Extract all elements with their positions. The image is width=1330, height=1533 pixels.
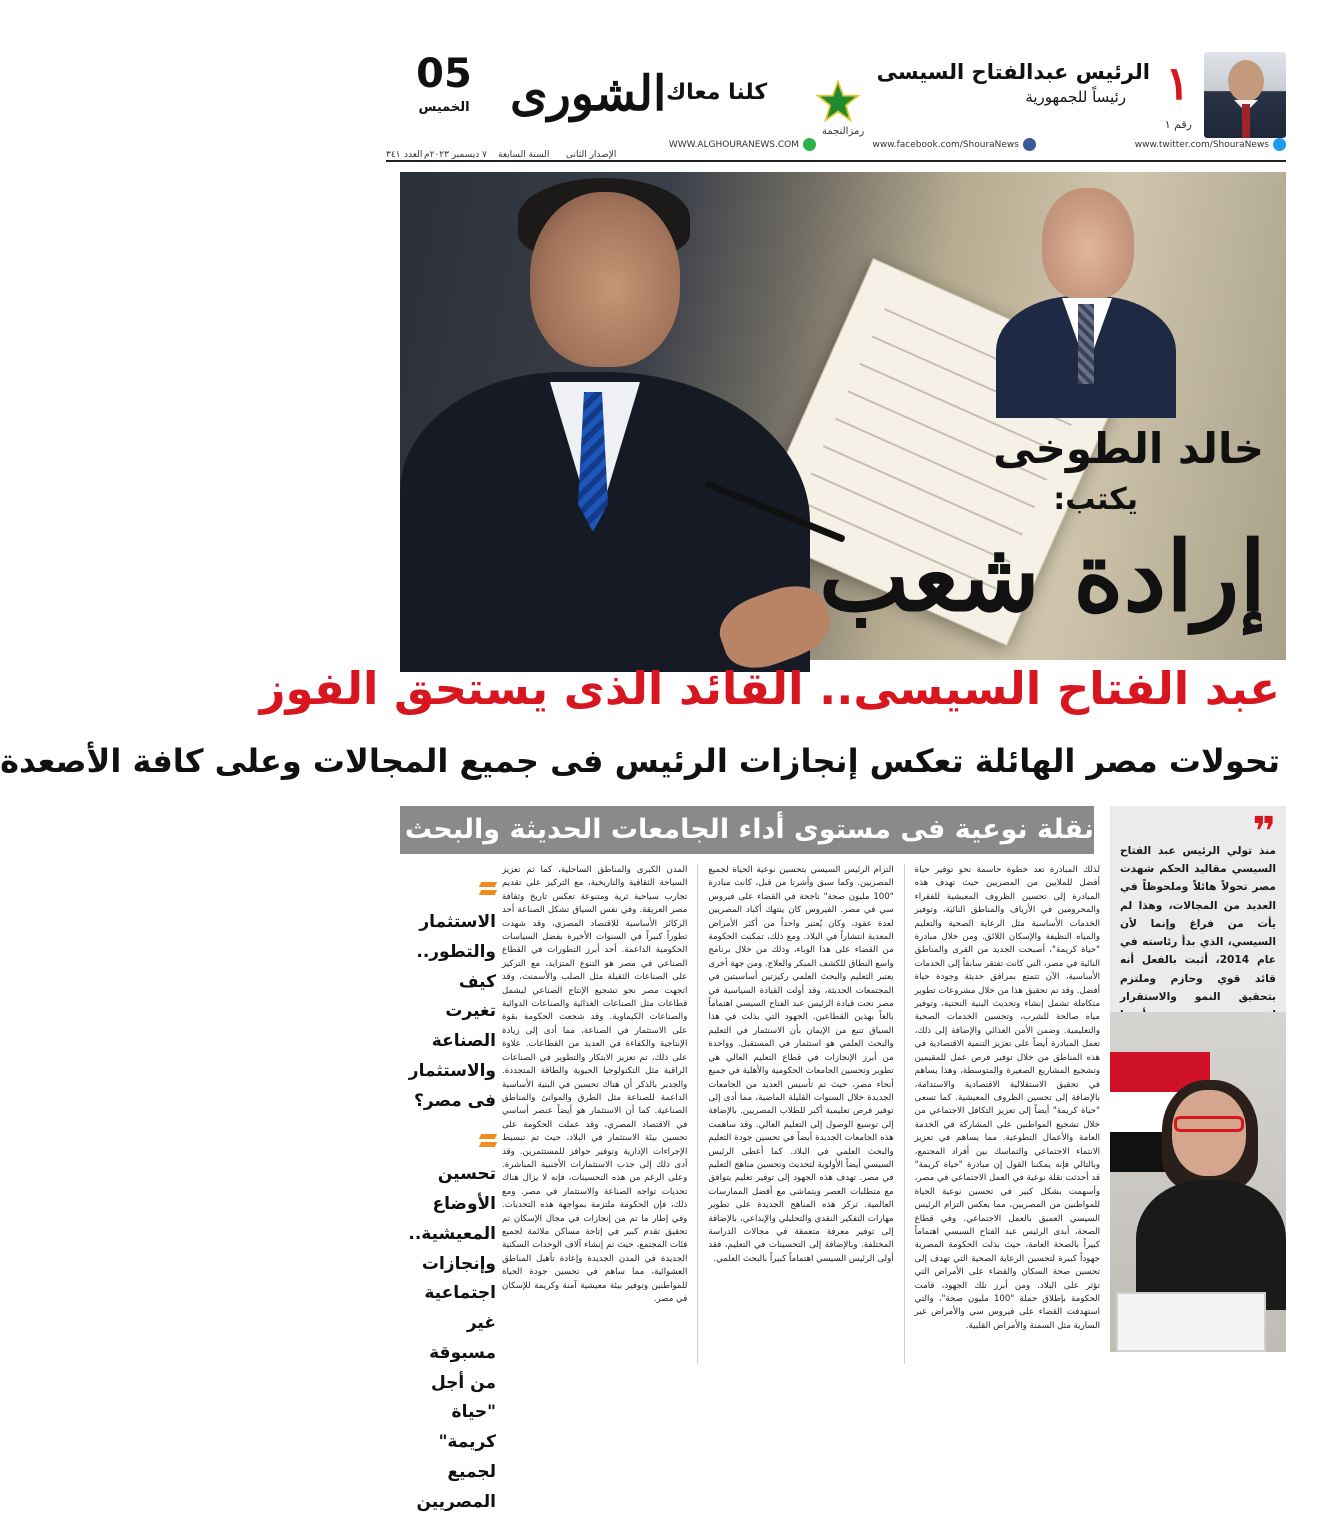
column-divider bbox=[904, 864, 905, 1364]
candidate-number-label: رقم ١ bbox=[1164, 118, 1192, 131]
article-body bbox=[502, 864, 1100, 1364]
president-name: الرئيس عبدالفتاح السيسى bbox=[876, 60, 1150, 84]
logo-text: الشورى bbox=[510, 66, 667, 122]
hero-photo bbox=[400, 172, 1286, 660]
stripes-icon bbox=[476, 1132, 496, 1154]
rail-item bbox=[404, 1132, 496, 1517]
main-headline: عبد الفتاح السيسى.. القائد الذى يستحق الفوز bbox=[259, 662, 1280, 715]
rail-item-text: الاستثمار والتطور.. كيف تغيرت الصناعة والاستثمار فى مصر؟ bbox=[408, 912, 496, 1111]
quote-icon: ❞ bbox=[1252, 809, 1276, 855]
president-subtitle: رئيساً للجمهورية bbox=[1025, 88, 1126, 106]
pull-quote: منذ تولي الرئيس عبد الفتاح السيسي مقاليد الحكم شهدت مصر تحولاً هائلاً وملحوظاً في العديد من المجالات، وهذا لم يأت من فراغ وإنما لأن السيسي، الذي بدأ رئاسته في عام 2014، أثبت بالفعل أنه قائد قوي وحازم وملتزم بتحقيق النمو والاستقرار bbox=[1120, 845, 1276, 1003]
pull-quote-box bbox=[1110, 806, 1286, 1352]
rail-item-text: تحسين الأوضاع المعيشية.. وإنجازات اجتماعية غير مسبوقة من أجل "حياة كريمة" لجميع المصريين bbox=[408, 1164, 496, 1512]
masthead bbox=[386, 52, 1286, 160]
article-title: إرادة شعب bbox=[818, 520, 1266, 633]
writer-photo bbox=[996, 188, 1176, 418]
date: ٧ ديسمبر ٢٠٢٣م bbox=[424, 150, 487, 160]
issue-label: العدد bbox=[404, 150, 423, 160]
star-icon bbox=[816, 80, 860, 122]
writer-byline: يكتب: bbox=[1053, 482, 1138, 517]
stripes-icon bbox=[476, 880, 496, 902]
left-rail bbox=[404, 880, 496, 1533]
issue-no: ٣٤١ bbox=[386, 150, 401, 160]
year: السنة السابعة bbox=[498, 150, 550, 160]
ballot-box bbox=[1116, 1292, 1266, 1352]
sub-headline: تحولات مصر الهائلة تعكس إنجازات الرئيس فى جميع المجالات وعلى كافة الأصعدة bbox=[0, 742, 1280, 780]
symbol-label: رمزالنجمة bbox=[822, 126, 865, 137]
section-banner: نقلة نوعية فى مستوى أداء الجامعات الحديثة والبحث العلمى فى مصر bbox=[400, 806, 1094, 854]
president-signing bbox=[400, 172, 840, 660]
slogan: كلنا معاك bbox=[666, 80, 768, 105]
body-column: المدن الكبرى والمناطق الساحلية، كما تم تعزيز السياحة الثقافية والتاريخية، مع التركيز على تقديم تجارب سياحية ثرية ومتنوعة تعكس تاريخ وثقافة مصر العريقة. وفي نفس السياق تشكل الصناعة أحد الركائز الأساسية للاقتصاد المصري، وقد شهدت تطوراً كبيراً في السنوات الأخيرة بفضل السياسات الحكومية الداعمة. أحد أبرز التطورات في القطاع الصناعي في مصر هو التنوع المتزايد، مع التركيز على الصناعات الثقيلة مثل الصلب والأسمنت، وقد اتجهت مصر نحو تشجيع الإنتاج الصناعي ليشمل قطاعات مثل الصناعات الغذائية والصناعات الدوائية والصناعات الكيماوية. وقد شجعت الحكومة بقوة على الاستثمار في الصناعة، مما أدى إلى زيادة الإنتاجية والكفاءة في العديد من القطاعات. علاوة على ذلك، تم تعزيز الابتكار والتطوير في الصناعات الراقية مثل التكنولوجيا الحيوية والطاقة المتجددة. والجدير بالذكر أن هناك تحسين في البنية الأساسية الداعمة للصناعة مثل الطرق والموانئ والمناطق الصناعية. كما أن الاستثمار هو أيضاً عنصر أساسي في الاقتصاد المصري، وقد عملت الحكومة على تحسين بيئة الاستثمار في البلاد، حيث تم تبسيط الإجراءات الإدارية وتوفير حوافز للمستثمرين. وقد أدى ذلك إلى جذب الاستثمارات الأجنبية المباشرة. وعلى الرغم من هذه التحسينات، فإنه لا يزال هناك تحديات تواجه الصناعة والاستثمار في مصر. ومع ذلك، فإن الحكومة ملتزمة بمواجهة هذه التحديات. وفي إطار ما تم من إنجازات في مجال الإسكان تم تحقيق تقدم كبير في إتاحة مساكن ملائمة لجميع فئات المجتمع، حيث تم إنشاء آلاف الوحدات السكنية الجديدة في المدن الجديدة وإعادة تأهيل المناطق العشوائية، مما ساهم في تحسين جودة الحياة للمواطنين وتوفير بيئة معيشية آمنة وكريمة للإسكان في مصر. bbox=[502, 865, 688, 1304]
website-link[interactable]: WWW.ALGHOURANEWS.COM bbox=[669, 138, 816, 151]
issue-page-number: 05 bbox=[416, 51, 472, 97]
voter-photo bbox=[1110, 1012, 1286, 1352]
twitter-link[interactable]: www.twitter.com/ShouraNews bbox=[1135, 138, 1286, 151]
rail-item bbox=[404, 880, 496, 1116]
column-divider bbox=[697, 864, 698, 1364]
facebook-link[interactable]: www.facebook.com/ShouraNews bbox=[872, 138, 1036, 151]
masthead-divider bbox=[386, 160, 1286, 162]
writer-name: خالد الطوخى bbox=[993, 424, 1264, 473]
candidate-number: ١ bbox=[1165, 56, 1190, 110]
issue-day: الخميس bbox=[418, 100, 470, 115]
body-column: التزام الرئيس السيسي بتحسين نوعية الحياة لجميع المصريين. وكما سبق وأشرنا من قبل، كانت مبادرة "100 مليون صحة" ناجحة في القضاء على فيروس سي في مصر. الفيروس كان ينتهك أكباد المصريين لعدة عقود، وكان يُعتبر واحداً من أكثر الأمراض المعدية انتشاراً في البلاد. ومع ذلك، تمكنت الحكومة من القضاء على هذا الوباء، وذلك من خلال برنامج واسع النطاق للكشف المبكر والعلاج. ومن جهة أخرى يعتبر التعليم والبحث العلمي ركيزتين أساسيتين في المجتمعات الحديثة، وقد أولت القيادة السياسية في مصر تحت قيادة الرئيس عبد الفتاح السيسي اهتماماً بالغاً بهذين القطاعين. الجهود التي بذلت في هذا السياق تنبع من الإيمان بأن الاستثمار في التعليم والبحث العلمي هو استثمار في المستقبل. وواحدة من أبرز الإنجازات في قطاع التعليم العالي هي تطوير وتحسين الجامعات الحكومية والأهلية في جميع أنحاء مصر، حيث تم تأسيس العديد من الجامعات الجديدة خلال السنوات القليلة الماضية، مما أدى إلى توفير فرص تعليمية أكبر للطلاب المصريين. بالإضافة إلى توسيع الوصول إلى التعليم العالي. وقد ساهمت هذه الجامعات الجديدة أيضاً في تحسين جودة التعليم والبحث العلمي في البلاد. كما أعطى الرئيس السيسي أيضاً الأولوية لتحديث وتحسين مناهج التعليم في مصر. تهدف هذه الجهود إلى توفير تعليم يتوافق مع متطلبات العصر ويتماشى مع أفضل الممارسات العالمية. تركز هذه المناهج الجديدة على تطوير مهارات التفكير النقدي والتحليلي والإبداعي، بالإضافة إلى توفير معرفة متعمقة في مجالات الدراسة المختلفة. وبالإضافة إلى التحسينات في التعليم، فقد أولى الرئيس السيسي اهتماماً كبيراً بالبحث العلمي. bbox=[708, 865, 894, 1264]
edition: الإصدار الثانى bbox=[566, 150, 617, 160]
body-column: لذلك المبادرة تعد خطوة حاسمة نحو توفير حياة أفضل للملايين من المصريين حيث تهدف هذه المبادرة إلى تحسين الظروف المعيشية للفقراء والمحرومين في الأرياف والمناطق النائية، وتوفير الخدمات الأساسية مثل الرعاية الصحية والتعليم والمياه النظيفة والإسكان اللائق. ومن خلال مبادرة "حياة كريمة"، أصبحت الجديد من القرى والمناطق النائية في مصر، التي كانت تفتقر سابقاً إلى الخدمات الأساسية، الآن تتمتع بمرافق حديثة وجودة حياة أفضل. وقد تم تحقيق هذا من خلال مشروعات تطوير متكاملة تشمل إنشاء وتحديث البنية التحتية، وتوفير مياه صالحة للشرب، وتحسين الخدمات الصحية والتعليمية. وضمن الأمن الغذائي والإضافة إلى ذلك، تعمل المبادرة أيضاً على تعزيز التنمية الاقتصادية في هذه المناطق من خلال توفير فرص عمل للمقيمين وتشجيع المشاريع الصغيرة والمتوسطة، وهذا يساهم في تحقيق الاستقلالية الاقتصادية والاستدامة، بالإضافة إلى تحسين الظروف المعيشية. كما تسعى "حياة كريمة" أيضاً إلى تعزيز التكافل الاجتماعي من خلال تشجيع المواطنين على المشاركة في الخدمة العامة والأعمال التطوعية. مما يساهم في تعزيز الانتماء الاجتماعي والتماسك بين أفراد المجتمع، وبالتالي فإنه يمكننا القول إن مبادرة "حياة كريمة" قد أحدثت نقلة نوعية في العمل الاجتماعي في مصر، وأسهمت بشكل كبير في تحسين نوعية الحياة للمواطنين من المصريين، مما يعكس التزام الرئيس السيسي العميق بالعمل الاجتماعي. وفي قطاع الصحة، أبدى الرئيس عبد الفتاح السيسي اهتماماً كبيراً بالصحة العامة، حيث بذلت الحكومة المصرية جهوداً كبيرة لتحسين الرعاية الصحية التي تهدف إلى تحسين صحة السكان والقضاء على الأمراض التي تؤثر على البلاد. ومن أبرز تلك الجهود، قامت الحكومة بإطلاق حملة "100 مليون صحة"، والتي استهدفت القضاء على فيروس سي والأمراض غير السارية مثل السمنة والأمراض القلبية. bbox=[914, 865, 1100, 1331]
issue-box bbox=[386, 52, 502, 115]
president-portrait bbox=[1204, 52, 1286, 138]
newspaper-logo bbox=[510, 66, 666, 122]
